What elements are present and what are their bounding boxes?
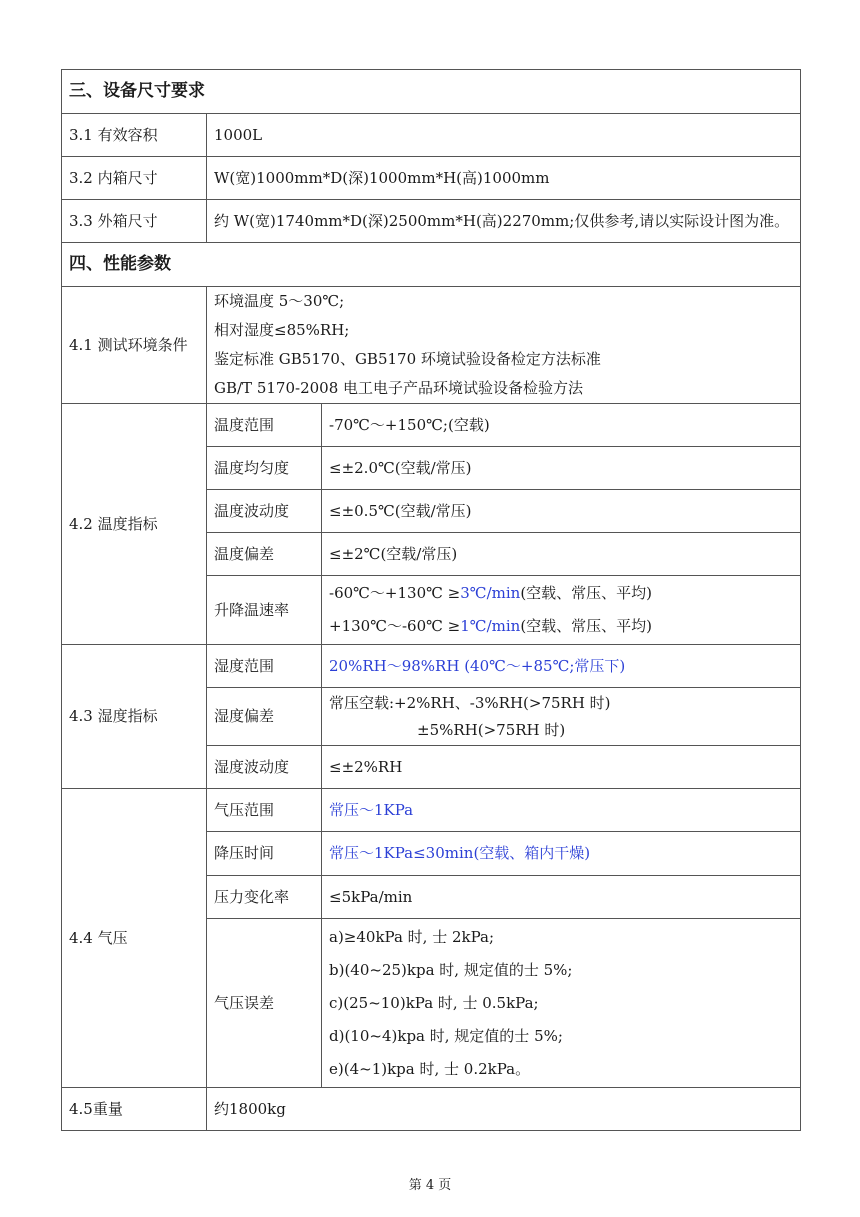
table-row <box>62 200 801 243</box>
sub-value-temp-deviation: ≤±2℃(空载/常压) <box>322 533 801 576</box>
section-header-row <box>62 243 801 287</box>
table-row <box>62 287 801 404</box>
pressure-error-line: e)(4~1)kpa 时, 士 0.2kPa。 <box>329 1059 531 1078</box>
sub-label-pressure-range: 气压范围 <box>207 789 322 832</box>
sub-value-temp-range: -70℃～+150℃;(空载) <box>322 404 801 447</box>
sub-value-humidity-fluctuation: ≤±2%RH <box>322 746 801 789</box>
sub-value-humidity-deviation <box>322 688 801 746</box>
rate-highlight: 1℃/min <box>460 617 521 635</box>
section-title-performance: 四、性能参数 <box>62 243 801 287</box>
pressure-error-line: b)(40~25)kpa 时, 规定值的士 5%; <box>329 960 573 979</box>
sub-value-pressure-error <box>322 919 801 1088</box>
sub-label-humidity-range: 湿度范围 <box>207 645 322 688</box>
row-label-outer-size: 3.3 外箱尺寸 <box>62 200 207 243</box>
pressure-error-line: d)(10~4)kpa 时, 规定值的士 5%; <box>329 1026 563 1045</box>
sub-label-temp-fluctuation: 温度波动度 <box>207 490 322 533</box>
sub-label-pressure-error: 气压误差 <box>207 919 322 1088</box>
sub-label-temp-rate: 升降温速率 <box>207 576 322 645</box>
sub-value-temp-fluctuation: ≤±0.5℃(空载/常压) <box>322 490 801 533</box>
row-value-test-env <box>207 287 801 404</box>
section-header-row <box>62 70 801 114</box>
sub-label-humidity-fluctuation: 湿度波动度 <box>207 746 322 789</box>
sub-label-temp-uniformity: 温度均匀度 <box>207 447 322 490</box>
table-row <box>62 789 801 832</box>
rate-highlight: 3℃/min <box>460 584 521 602</box>
rate-line-heating <box>329 577 793 610</box>
sub-value-pressure-rate: ≤5kPa/min <box>322 876 801 919</box>
env-line: 鉴定标准 GB5170、GB5170 环境试验设备检定方法标准 <box>214 350 601 368</box>
row-value-outer-size: 约 W(宽)1740mm*D(深)2500mm*H(高)2270mm;仅供参考,请以实际设计图为准。 <box>207 200 801 243</box>
sub-label-humidity-deviation: 湿度偏差 <box>207 688 322 746</box>
rate-text: +130℃～-60℃ ≥ <box>329 617 461 635</box>
sub-value-temp-uniformity: ≤±2.0℃(空载/常压) <box>322 447 801 490</box>
sub-label-pressure-rate: 压力变化率 <box>207 876 322 919</box>
group-label-temperature: 4.2 温度指标 <box>62 404 207 645</box>
sub-label-decompression-time: 降压时间 <box>207 832 322 876</box>
table-row <box>62 114 801 157</box>
page-number: 第 4 页 <box>408 1178 452 1193</box>
rate-text: -60℃～+130℃ ≥ <box>329 584 461 602</box>
env-line: 环境温度 5～30℃; <box>214 292 345 310</box>
pressure-error-line: c)(25~10)kPa 时, 士 0.5kPa; <box>329 993 539 1012</box>
env-line: 相对湿度≤85%RH; <box>214 321 350 339</box>
row-label-weight: 4.5重量 <box>62 1088 207 1131</box>
sub-label-temp-range: 温度范围 <box>207 404 322 447</box>
pressure-error-line: a)≥40kPa 时, 士 2kPa; <box>329 927 495 946</box>
sub-value-decompression-time: 常压～1KPa≤30min(空载、箱内干燥) <box>322 832 801 876</box>
section-title-dimensions: 三、设备尺寸要求 <box>62 70 801 114</box>
row-label-volume: 3.1 有效容积 <box>62 114 207 157</box>
sub-value-temp-rate <box>322 576 801 645</box>
row-label-inner-size: 3.2 内箱尺寸 <box>62 157 207 200</box>
humidity-deviation-line: ±5%RH(>75RH 时) <box>417 720 566 739</box>
table-row <box>62 645 801 688</box>
sub-value-humidity-range: 20%RH～98%RH (40℃～+85℃;常压下) <box>322 645 801 688</box>
group-label-humidity: 4.3 湿度指标 <box>62 645 207 789</box>
rate-line-cooling <box>329 610 793 643</box>
rate-note: (空载、常压、平均) <box>520 617 653 635</box>
spec-table <box>61 69 801 1131</box>
row-value-weight: 约1800kg <box>207 1088 801 1131</box>
humidity-deviation-line: 常压空载:+2%RH、-3%RH(>75RH 时) <box>329 693 611 712</box>
row-value-volume: 1000L <box>207 114 801 157</box>
env-line: GB/T 5170-2008 电工电子产品环境试验设备检验方法 <box>214 379 584 397</box>
table-row <box>62 1088 801 1131</box>
group-label-pressure: 4.4 气压 <box>62 789 207 1088</box>
table-row <box>62 404 801 447</box>
sub-value-pressure-range: 常压～1KPa <box>322 789 801 832</box>
table-row <box>62 157 801 200</box>
row-label-test-env: 4.1 测试环境条件 <box>62 287 207 404</box>
rate-note: (空载、常压、平均) <box>520 584 653 602</box>
row-value-inner-size: W(宽)1000mm*D(深)1000mm*H(高)1000mm <box>207 157 801 200</box>
sub-label-temp-deviation: 温度偏差 <box>207 533 322 576</box>
